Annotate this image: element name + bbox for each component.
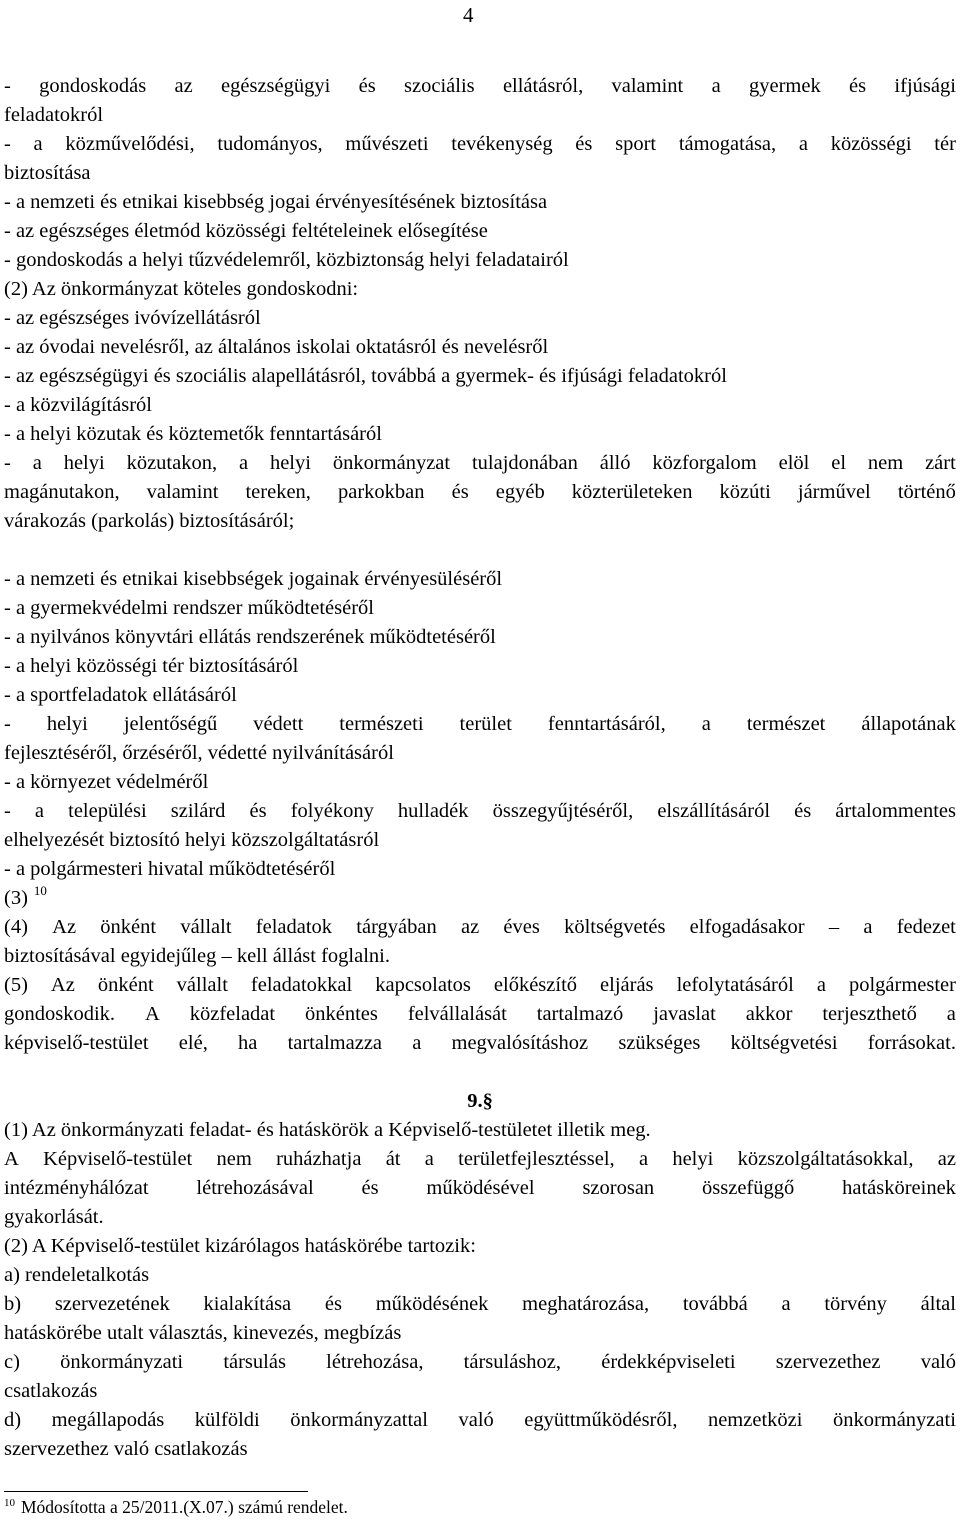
text-line: - a helyi közösségi tér biztosításáról	[4, 655, 299, 677]
text-line: - az óvodai nevelésről, az általános iskolai oktatásról és nevelésről	[4, 336, 549, 358]
text-line: - a helyi közutak és köztemetők fenntartásáról	[4, 423, 382, 445]
text-line: elhelyezését biztosító helyi közszolgáltatásról	[4, 829, 380, 851]
text-line: (2) Az önkormányzat köteles gondoskodni:	[4, 278, 359, 300]
text-line: - a nemzeti és etnikai kisebbségek jogainak érvényesüléséről	[4, 568, 503, 590]
text-line: fejlesztéséről, őrzéséről, védetté nyilvánításáról	[4, 742, 394, 764]
text-line: biztosítása	[4, 162, 91, 184]
text-line: (1) Az önkormányzati feladat- és hatáskörök a Képviselő-testületet illetik meg.	[4, 1119, 651, 1141]
text-line: - gondoskodás az egészségügyi és szociális ellátásról, valamint a gyermek és ifjúsági	[4, 75, 956, 97]
footnote-number: 10	[4, 1497, 15, 1509]
text-line: magánutakon, valamint tereken, parkokban és egyéb közterületeken közúti járművel történő	[4, 481, 956, 503]
text-line: - a közművelődési, tudományos, művészeti tevékenység és sport támogatása, a közösségi tér	[4, 133, 956, 155]
text-line: - a nyilvános könyvtári ellátás rendszerének működtetéséről	[4, 626, 496, 648]
footnote	[4, 1494, 348, 1523]
text-line: (3) $^{10}$	[4, 883, 47, 909]
text-line: várakozás (parkolás) biztosításáról;	[4, 510, 295, 532]
body-text	[4, 72, 956, 1464]
text-line: (2) A Képviselő-testület kizárólagos hatáskörébe tartozik:	[4, 1235, 476, 1257]
text-line: A Képviselő-testület nem ruházhatja át a területfejlesztéssel, a helyi közszolgáltatásokkal, az	[4, 1148, 956, 1170]
text-line: - a sportfeladatok ellátásáról	[4, 684, 237, 706]
text-line: - a polgármesteri hivatal működtetéséről	[4, 858, 336, 880]
footnote-text: Módosította a 25/2011.(X.07.) számú rendelet.	[21, 1497, 348, 1517]
text-line: - a környezet védelméről	[4, 771, 209, 793]
text-line: a) rendeletalkotás	[4, 1264, 150, 1286]
text-line: (4) Az önként vállalt feladatok tárgyában az éves költségvetés elfogadásakor – a fedezet	[4, 916, 956, 938]
text-line: c) önkormányzati társulás létrehozása, társuláshoz, érdekképviseleti szervezethez való	[4, 1351, 956, 1373]
blank-line	[4, 536, 956, 565]
text-line: - gondoskodás a helyi tűzvédelemről, közbiztonság helyi feladatairól	[4, 249, 569, 271]
text-line: d) megállapodás külföldi önkormányzattal való együttműködésről, nemzetközi önkormányzati	[4, 1409, 956, 1431]
text-line: - a helyi közutakon, a helyi önkormányzat tulajdonában álló közforgalom elöl el nem zárt	[4, 452, 956, 474]
text-line: (5) Az önként vállalt feladatokkal kapcsolatos előkészítő eljárás lefolytatásáról a polgármester	[4, 974, 956, 996]
text-line: biztosításával egyidejűleg – kell állást foglalni.	[4, 945, 390, 967]
text-line: szervezethez való csatlakozás	[4, 1438, 248, 1460]
text-line: intézményhálózat létrehozásával és működésével szorosan összefüggő hatásköreinek	[4, 1177, 956, 1199]
text-line: - a nemzeti és etnikai kisebbség jogai érvényesítésének biztosítása	[4, 191, 548, 213]
text-line: - a közvilágításról	[4, 394, 153, 416]
text-line: - az egészséges életmód közösségi feltételeinek elősegítése	[4, 220, 488, 242]
text-line: feladatokról	[4, 104, 104, 126]
text-line: csatlakozás	[4, 1380, 98, 1402]
footnote-reference: 10	[33, 883, 47, 898]
text-line: - a települési szilárd és folyékony hulladék összegyűjtéséről, elszállításáról és ártalommentes	[4, 800, 956, 822]
text-line: képviselő-testület elé, ha tartalmazza a megvalósításhoz szükséges költségvetési forrásokat.	[4, 1032, 956, 1054]
blank-line	[4, 1058, 956, 1087]
page-number: 4	[463, 3, 474, 27]
footnote-separator	[4, 1491, 308, 1492]
text-line: gondoskodik. A közfeladat önkéntes felvállalását tartalmazó javaslat akkor terjeszthető a	[4, 1003, 956, 1025]
section-heading: 9.§	[467, 1090, 493, 1112]
text-line: - a gyermekvédelmi rendszer működtetéséről	[4, 597, 374, 619]
text-line: - az egészségügyi és szociális alapellátásról, továbbá a gyermek- és ifjúsági feladatokról	[4, 365, 727, 387]
text-line: hatáskörébe utalt választás, kinevezés, megbízás	[4, 1322, 402, 1344]
text-line: - az egészséges ivóvízellátásról	[4, 307, 261, 329]
text-line: b) szervezetének kialakítása és működésének meghatározása, továbbá a törvény által	[4, 1293, 956, 1315]
text-line: gyakorlását.	[4, 1206, 104, 1228]
text-line: - helyi jelentőségű védett természeti terület fenntartásáról, a természet állapotának	[4, 713, 956, 735]
